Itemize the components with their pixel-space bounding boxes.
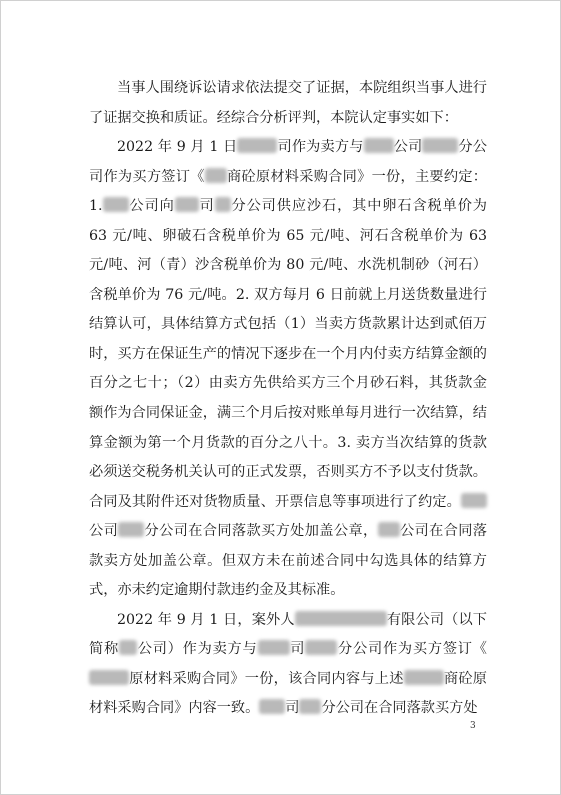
text-run: 商砼原材料采购合同》内容一致。 xyxy=(89,670,487,717)
paragraph-3 xyxy=(89,606,487,724)
redacted-text xyxy=(118,522,144,537)
redacted-text xyxy=(89,670,129,685)
text-run: 公司在合同落款卖方处加盖公章。但双方未在前述合同中勾选具体的结算方式，亦未约定逾期付款违约金及其标准。 xyxy=(89,523,487,599)
redacted-text xyxy=(103,197,129,212)
text-run: 公司 xyxy=(393,139,423,156)
redacted-text xyxy=(175,197,199,212)
redacted-text xyxy=(378,522,400,537)
text-run: 2022 年 9 月 1 日，案外人 xyxy=(117,611,295,628)
text-run: 司 xyxy=(198,198,215,215)
paragraph-2 xyxy=(89,133,487,606)
text-run: 分公司在合同落款买方处 xyxy=(321,700,478,717)
paragraph-1: 当事人围绕诉讼请求依法提交了证据，本院组织当事人进行了证据交换和质证。经综合分析评判，本院认定事实如下： xyxy=(89,80,487,126)
redacted-text xyxy=(299,699,321,714)
redacted-text xyxy=(215,197,231,212)
redacted-text xyxy=(119,640,137,655)
redacted-text xyxy=(205,168,227,183)
text-run: 商砼原材料采购合同》一份，主要约定：1. xyxy=(89,168,487,215)
redacted-text xyxy=(461,493,487,508)
text-run: 司作为卖方与 xyxy=(277,139,364,156)
text-run: 公司 xyxy=(89,523,119,540)
redacted-text xyxy=(295,611,387,626)
body-text xyxy=(89,74,487,724)
text-run: 原材料采购合同》一份，该合同内容与上述 xyxy=(129,670,404,687)
text-run: 公司）作为卖方与 xyxy=(136,641,258,658)
redacted-text xyxy=(259,699,285,714)
text-run: 分公司作为买方签订《 xyxy=(89,139,487,185)
redacted-text xyxy=(258,640,290,655)
redacted-text xyxy=(237,138,277,153)
redacted-text xyxy=(422,138,458,153)
redacted-text xyxy=(404,670,444,685)
text-run: 2022 年 9 月 1 日 xyxy=(117,139,238,156)
redacted-text xyxy=(305,640,337,655)
text-run: 有限公司（以下简称 xyxy=(89,611,487,658)
text-run: 分公司在合同落款买方处加盖公章， xyxy=(144,523,378,540)
redacted-text xyxy=(364,138,394,153)
text-run: 司 xyxy=(289,641,306,658)
text-run: 分公司供应沙石，其中卵石含税单价为 63 元/吨、卵破石含税单价为 65 元/吨、河石含税单价为 63 元/吨、河（青）沙含税单价为 80 元/吨、水洗机制砂（河石）含税单价为 76 元/吨。2. 双方每月 6 日前就上月送货数量进行结算认可，具体结算方式包括（1）当卖方货款累计达到贰佰万时，买方在保证生产的情况下逐步在一个月内付卖方结算金额的百分之七十；（2）由卖方先供给买方三个月砂石料，其货款金额作为合同保证金，满三个月后按对账单每月进行一次结算，结算金额为第一个月货款的百分之八十。3. 卖方当次结算的货款必须送交税务机关认可的正式发票，否则买方不予以支付货款。合同及其附件还对货物质量、开票信息等事项进行了约定。 xyxy=(89,198,487,510)
text-run: 分公司作为买方签订《 xyxy=(337,641,487,658)
text-run: 公司向 xyxy=(128,198,175,215)
page-number: 3 xyxy=(470,721,476,731)
text-run: 司 xyxy=(285,700,300,717)
